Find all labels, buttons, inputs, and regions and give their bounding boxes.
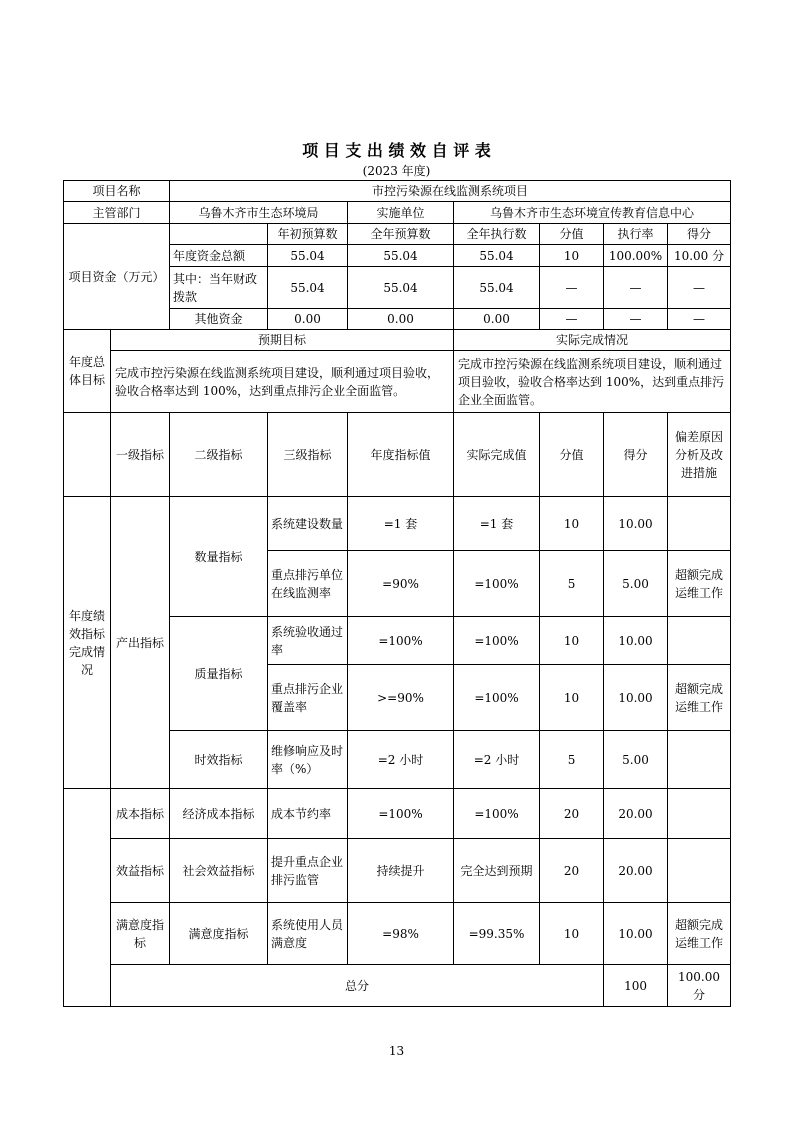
indicator-header-blank xyxy=(64,413,111,497)
level3-indicator: 重点排污企业覆盖率 xyxy=(268,665,348,731)
indicator-header: 实际完成值 xyxy=(454,413,540,497)
deviation-note xyxy=(668,617,731,665)
deviation-note: 超额完成运维工作 xyxy=(668,551,731,617)
score-value: 10 xyxy=(540,665,604,731)
target-value: =2 小时 xyxy=(348,731,454,789)
funds-header: 年初预算数 xyxy=(268,224,348,245)
label-actual-status: 实际完成情况 xyxy=(454,330,731,351)
actual-value: =100% xyxy=(454,789,540,839)
score-value: 10 xyxy=(540,497,604,551)
funds-header: 得分 xyxy=(668,224,731,245)
actual-value: =1 套 xyxy=(454,497,540,551)
funds-cell: 0.00 xyxy=(348,309,454,330)
level2-indicator: 社会效益指标 xyxy=(170,839,268,903)
got-value: 10.00 xyxy=(604,497,668,551)
indicator-header: 三级指标 xyxy=(268,413,348,497)
level3-indicator: 系统使用人员满意度 xyxy=(268,903,348,965)
funds-cell: 55.04 xyxy=(268,267,348,309)
indicator-header: 偏差原因分析及改进措施 xyxy=(668,413,731,497)
funds-cell: 10.00 分 xyxy=(668,245,731,267)
funds-header: 全年预算数 xyxy=(348,224,454,245)
actual-value: =2 小时 xyxy=(454,731,540,789)
funds-cell: — xyxy=(540,267,604,309)
level3-indicator: 系统验收通过率 xyxy=(268,617,348,665)
funds-cell: — xyxy=(604,267,668,309)
funds-cell: — xyxy=(668,309,731,330)
score-value: 20 xyxy=(540,839,604,903)
funds-cell: — xyxy=(540,309,604,330)
target-value: =1 套 xyxy=(348,497,454,551)
level2-indicator: 时效指标 xyxy=(170,731,268,789)
actual-status-text: 完成市控污染源在线监测系统项目建设，顺利通过项目验收，验收合格率达到 100%，达到重点排污企业全面监管。 xyxy=(454,351,731,413)
indicator-section-blank xyxy=(64,789,111,1007)
level3-indicator: 提升重点企业排污监管 xyxy=(268,839,348,903)
target-value: =100% xyxy=(348,789,454,839)
level2-indicator: 满意度指标 xyxy=(170,903,268,965)
funds-cell: 10 xyxy=(540,245,604,267)
label-dept: 主管部门 xyxy=(64,202,170,224)
got-value: 20.00 xyxy=(604,789,668,839)
funds-cell: 55.04 xyxy=(454,267,540,309)
funds-header: 执行率 xyxy=(604,224,668,245)
indicator-header: 一级指标 xyxy=(111,413,170,497)
funds-cell: 55.04 xyxy=(454,245,540,267)
project-name: 市控污染源在线监测系统项目 xyxy=(170,181,731,202)
target-value: =100% xyxy=(348,617,454,665)
level3-indicator: 维修响应及时率（%） xyxy=(268,731,348,789)
label-funds: 项目资金（万元） xyxy=(64,224,170,330)
level1-indicator: 产出指标 xyxy=(111,497,170,789)
label-indicator-section: 年度绩效指标完成情况 xyxy=(64,497,111,789)
funds-header-blank xyxy=(170,224,268,245)
deviation-note xyxy=(668,839,731,903)
label-impl-unit: 实施单位 xyxy=(348,202,454,224)
actual-value: =100% xyxy=(454,665,540,731)
level1-indicator: 效益指标 xyxy=(111,839,170,903)
impl-unit-name: 乌鲁木齐市生态环境宣传教育信息中心 xyxy=(454,202,731,224)
actual-value: =100% xyxy=(454,617,540,665)
got-value: 10.00 xyxy=(604,665,668,731)
total-score: 100 xyxy=(604,965,668,1007)
label-annual-goal: 年度总体目标 xyxy=(64,330,111,413)
target-value: >=90% xyxy=(348,665,454,731)
funds-cell: 100.00% xyxy=(604,245,668,267)
indicator-header: 分值 xyxy=(540,413,604,497)
got-value: 10.00 xyxy=(604,617,668,665)
score-value: 20 xyxy=(540,789,604,839)
funds-row-name: 年度资金总额 xyxy=(170,245,268,267)
target-value: =98% xyxy=(348,903,454,965)
label-project-name: 项目名称 xyxy=(64,181,170,202)
score-value: 5 xyxy=(540,731,604,789)
dept-name: 乌鲁木齐市生态环境局 xyxy=(170,202,348,224)
level3-indicator: 重点排污单位在线监测率 xyxy=(268,551,348,617)
funds-header: 分值 xyxy=(540,224,604,245)
level3-indicator: 系统建设数量 xyxy=(268,497,348,551)
label-expected-goal: 预期目标 xyxy=(111,330,454,351)
target-value: 持续提升 xyxy=(348,839,454,903)
funds-header: 全年执行数 xyxy=(454,224,540,245)
funds-cell: 0.00 xyxy=(268,309,348,330)
level2-indicator: 经济成本指标 xyxy=(170,789,268,839)
got-value: 5.00 xyxy=(604,731,668,789)
level3-indicator: 成本节约率 xyxy=(268,789,348,839)
funds-row-name: 其他资金 xyxy=(170,309,268,330)
deviation-note: 超额完成运维工作 xyxy=(668,903,731,965)
total-got: 100.00 分 xyxy=(668,965,731,1007)
funds-cell: — xyxy=(668,267,731,309)
indicator-header: 二级指标 xyxy=(170,413,268,497)
funds-cell: 55.04 xyxy=(348,245,454,267)
funds-cell: 55.04 xyxy=(268,245,348,267)
deviation-note: 超额完成运维工作 xyxy=(668,665,731,731)
page-number: 13 xyxy=(388,1044,405,1058)
performance-table xyxy=(63,180,731,1007)
got-value: 20.00 xyxy=(604,839,668,903)
funds-row-name: 其中：当年财政拨款 xyxy=(170,267,268,309)
deviation-note xyxy=(668,731,731,789)
level2-indicator: 质量指标 xyxy=(170,617,268,731)
deviation-note xyxy=(668,497,731,551)
indicator-header: 得分 xyxy=(604,413,668,497)
score-value: 10 xyxy=(540,617,604,665)
deviation-note xyxy=(668,789,731,839)
page-title: 项 目 支 出 绩 效 自 评 表 xyxy=(302,141,491,160)
actual-value: =99.35% xyxy=(454,903,540,965)
got-value: 5.00 xyxy=(604,551,668,617)
funds-cell: 55.04 xyxy=(348,267,454,309)
expected-goal-text: 完成市控污染源在线监测系统项目建设，顺利通过项目验收，验收合格率达到 100%，达到重点排污企业全面监管。 xyxy=(111,351,454,413)
target-value: =90% xyxy=(348,551,454,617)
got-value: 10.00 xyxy=(604,903,668,965)
score-value: 10 xyxy=(540,903,604,965)
score-value: 5 xyxy=(540,551,604,617)
indicator-header: 年度指标值 xyxy=(348,413,454,497)
level1-indicator: 满意度指标 xyxy=(111,903,170,965)
actual-value: 完全达到预期 xyxy=(454,839,540,903)
page-subtitle-year: (2023 年度) xyxy=(362,164,431,178)
funds-cell: 0.00 xyxy=(454,309,540,330)
level1-indicator: 成本指标 xyxy=(111,789,170,839)
level2-indicator: 数量指标 xyxy=(170,497,268,617)
funds-cell: — xyxy=(604,309,668,330)
total-label: 总分 xyxy=(111,965,604,1007)
actual-value: =100% xyxy=(454,551,540,617)
